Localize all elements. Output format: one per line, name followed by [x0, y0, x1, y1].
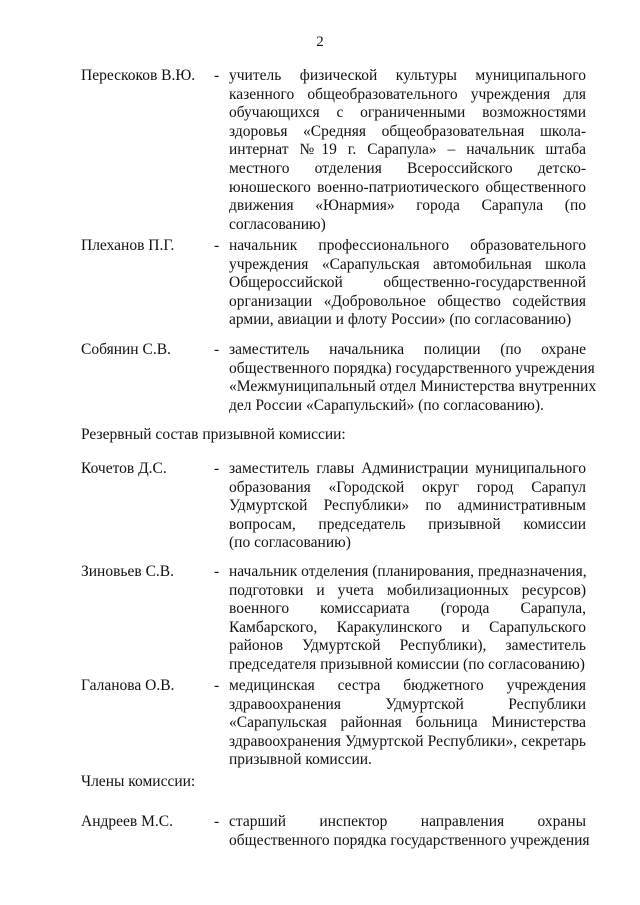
position-line: заместитель начальника полиции (по охране — [229, 341, 586, 358]
position-line: призывной комиссии. — [229, 751, 372, 769]
position-line: организации «Добровольное общество содействия — [229, 292, 586, 310]
position-line: учитель физической культуры муниципального — [229, 67, 586, 84]
members-heading: Члены комиссии: — [81, 773, 196, 790]
position-line: подготовки и учета мобилизационных ресурсов) — [229, 581, 586, 599]
dash: - — [214, 677, 220, 694]
dash: - — [214, 67, 220, 84]
person-name: Плеханов П.Г. — [81, 237, 175, 254]
position-line: начальник отделения (планирования, предназначения, — [229, 563, 587, 580]
dash: - — [214, 563, 220, 580]
position-line: заместитель главы Администрации муниципального — [229, 460, 586, 477]
person-position — [229, 341, 597, 415]
position-line: здравоохранения Удмуртской Республики — [229, 695, 586, 713]
person-name: Андреев М.С. — [81, 813, 173, 830]
position-line: казенного общеобразовательного учреждения для — [229, 85, 586, 103]
person-position — [229, 563, 586, 675]
position-line: медицинская сестра бюджетного учреждения — [229, 677, 586, 694]
page-number: 2 — [316, 34, 324, 50]
position-line: юношеского военно-патриотического общественного — [229, 178, 586, 196]
person-position — [229, 677, 586, 770]
position-line: интернат №19 г. Сарапула» – начальник штаба — [229, 141, 586, 159]
person-name: Кочетов Д.С. — [81, 460, 167, 477]
position-line: районов Удмуртской Республики), заместитель — [229, 637, 586, 655]
position-line: вопросам, председатель призывной комиссии — [229, 515, 586, 533]
position-line: согласованию) — [229, 215, 326, 233]
position-line: дел России «Сарапульский» (по согласованию). — [229, 396, 544, 414]
person-position — [229, 67, 586, 234]
dash: - — [214, 237, 220, 254]
position-line: «Межмуниципальный отдел Министерства внутренних — [229, 378, 597, 396]
position-line: старший инспектор направления охраны — [229, 813, 586, 830]
position-line: здравоохранения Удмуртской Республики», секретарь — [229, 732, 586, 750]
position-line: Общероссийской общественно-государственной — [229, 274, 586, 292]
position-line: Удмуртской Республики» по административным — [229, 497, 586, 515]
person-name: Зиновьев С.В. — [81, 563, 174, 580]
position-line: общественного порядка государственного учреждения — [229, 831, 590, 849]
person-name: Перескоков В.Ю. — [81, 67, 196, 84]
position-line: (по согласованию) — [229, 534, 351, 552]
position-line: армии, авиации и флоту России» (по согласованию) — [229, 311, 572, 329]
position-line: местного отделения Всероссийского детско- — [229, 159, 586, 177]
position-line: «Сарапульская районная больница Министерства — [229, 714, 586, 732]
dash: - — [214, 341, 220, 358]
person-position — [229, 237, 586, 330]
reserve-heading: Резервный состав призывной комиссии: — [81, 426, 346, 443]
person-name: Галанова О.В. — [81, 677, 175, 694]
person-name: Собянин С.В. — [81, 341, 171, 358]
position-line: военного комиссариата (города Сарапула, — [229, 600, 586, 618]
position-line: председателя призывной комиссии (по согласованию) — [229, 655, 585, 673]
position-line: учреждения «Сарапульская автомобильная школа — [229, 255, 586, 273]
position-line: общественного порядка) государственного учреждения — [229, 359, 595, 377]
dash: - — [214, 813, 220, 830]
person-position — [229, 813, 590, 850]
person-position — [229, 460, 586, 553]
position-line: движения «Юнармия» города Сарапула (по — [229, 197, 586, 215]
position-line: начальник профессионального образовательного — [229, 237, 586, 254]
position-line: здоровья «Средняя общеобразовательная школа- — [229, 122, 586, 140]
position-line: обучающихся с ограниченными возможностями — [229, 104, 586, 122]
dash: - — [214, 460, 220, 477]
position-line: образования «Городской округ город Сарапул — [229, 478, 586, 496]
position-line: Камбарского, Каракулинского и Сарапульского — [229, 618, 586, 636]
